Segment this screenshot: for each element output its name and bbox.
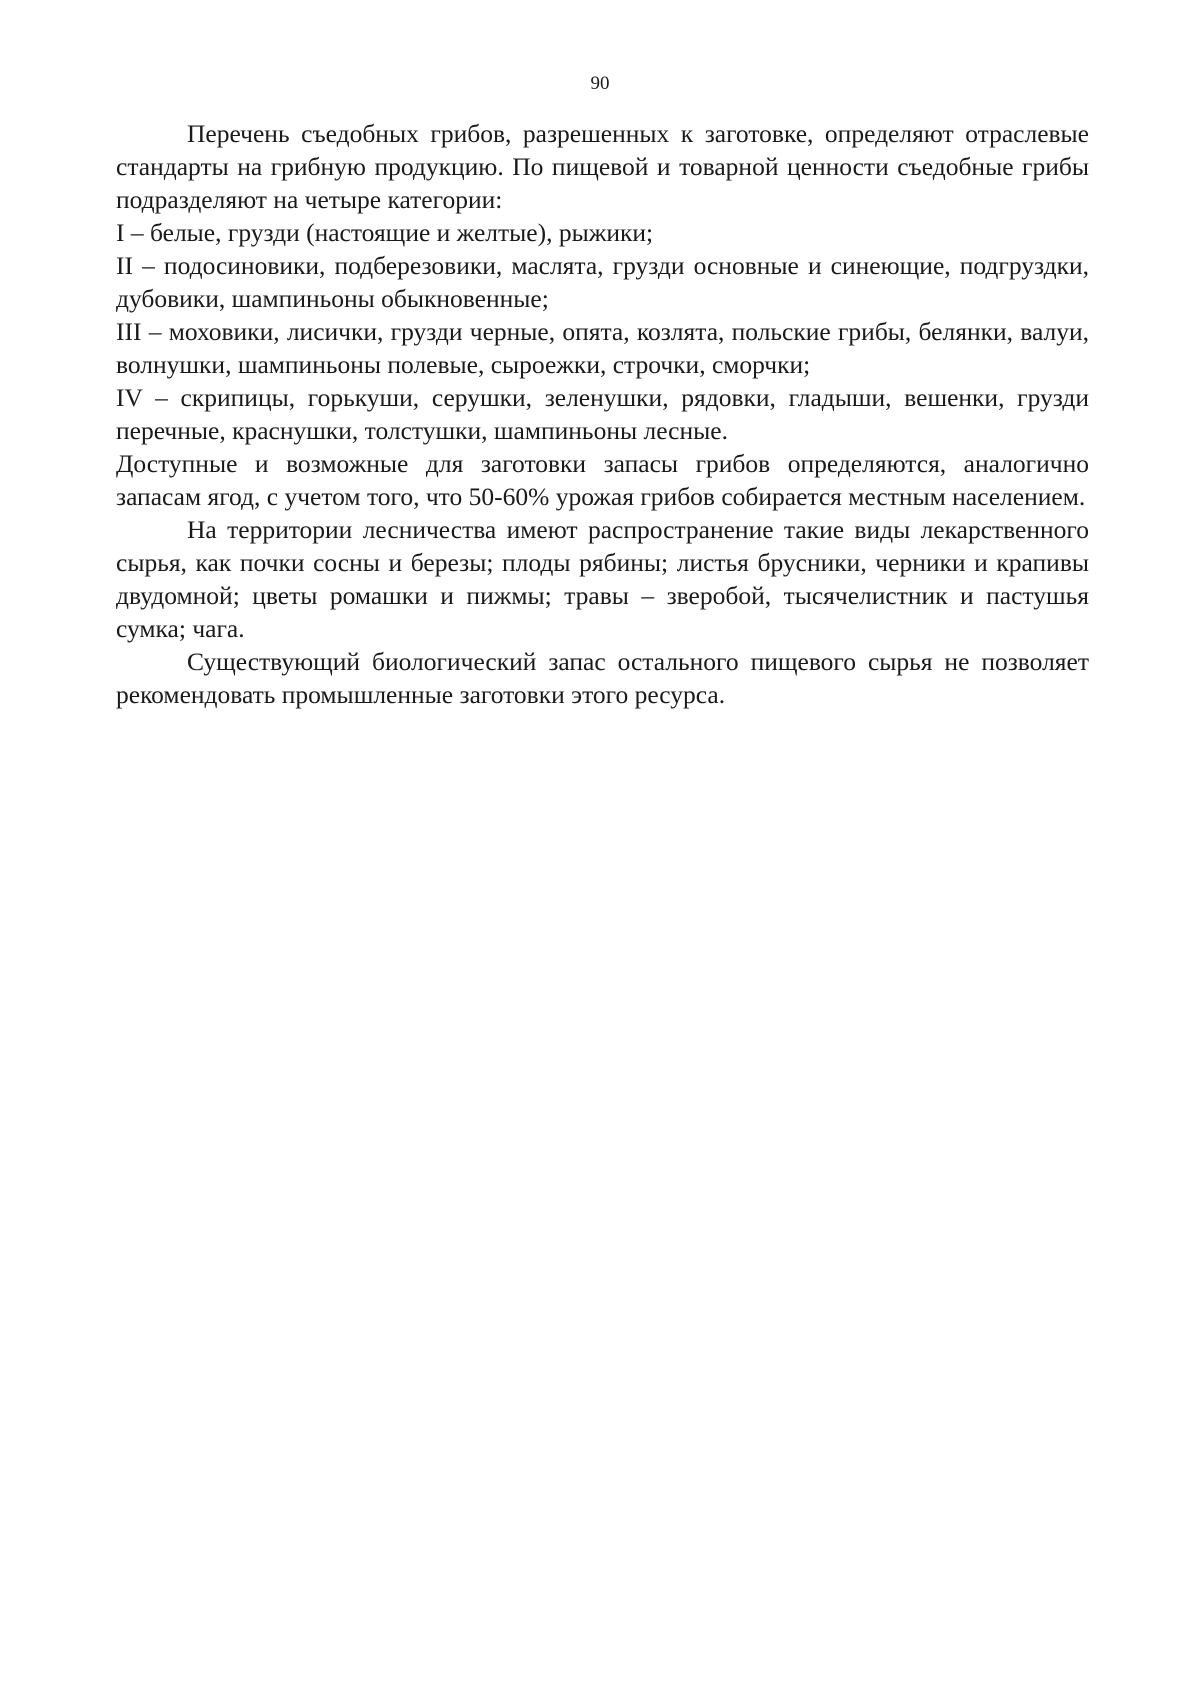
- paragraph-category-3: III – моховики, лисички, грузди черные, опята, козлята, польские грибы, белянки, валуи, волнушки, шампиньоны полевые, сыроежки, строчки, сморчки;: [116, 317, 1089, 379]
- paragraph-food-raw-materials: Существующий биологический запас остального пищевого сырья не позволяет рекомендовать промышленные заготовки этого ресурса.: [116, 647, 1089, 709]
- paragraph-mushroom-reserves: Доступные и возможные для заготовки запасы грибов определяются, аналогично запасам ягод, с учетом того, что 50-60% урожая грибов собирается местным населением.: [116, 449, 1089, 511]
- body-text: [116, 117, 1089, 711]
- paragraph-mushroom-categories-intro: Перечень съедобных грибов, разрешенных к заготовке, определяют отраслевые стандарты на грибную продукцию. По пищевой и товарной ценности съедобные грибы подразделяют на четыре категории:: [116, 119, 1089, 214]
- page-number: 90: [590, 73, 610, 94]
- paragraph-category-1: I – белые, грузди (настоящие и желтые), рыжики;: [116, 218, 654, 247]
- paragraph-category-4: IV – скрипицы, горькуши, серушки, зеленушки, рядовки, гладыши, вешенки, грузди перечные, краснушки, толстушки, шампиньоны лесные.: [116, 383, 1089, 445]
- paragraph-medicinal-raw-materials: На территории лесничества имеют распространение такие виды лекарственного сырья, как почки сосны и березы; плоды рябины; листья брусники, черники и крапивы двудомной; цветы ромашки и пижмы; травы – зверобой, тысячелистник и пастушья сумка; чага.: [116, 515, 1089, 643]
- paragraph-category-2: II – подосиновики, подберезовики, маслята, грузди основные и синеющие, подгруздки, дубовики, шампиньоны обыкновенные;: [116, 251, 1089, 313]
